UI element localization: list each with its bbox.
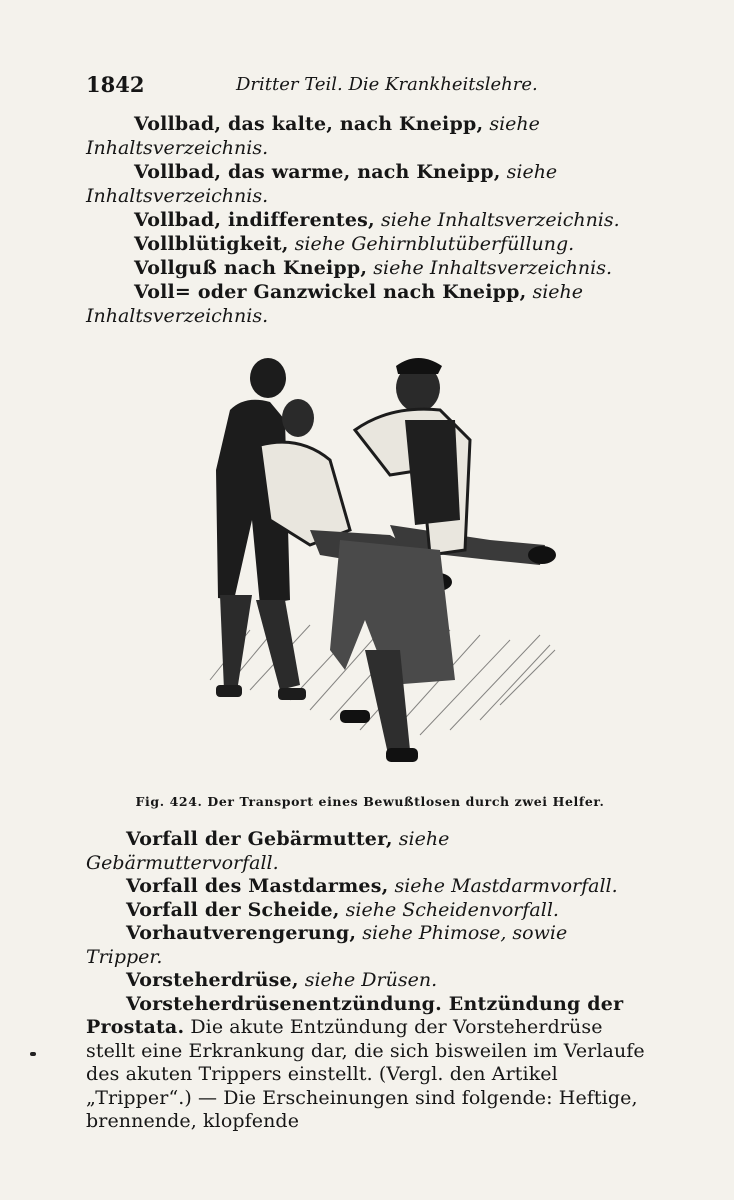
entry-reference: siehe Scheidenvorfall. — [345, 898, 559, 921]
entry — [86, 828, 646, 875]
entry-head: Vorfall des Mastdarmes, — [126, 875, 389, 897]
entry-head: Vollblütigkeit, — [134, 233, 289, 255]
entry-list-top — [86, 112, 646, 328]
entry-head: Vorfall der Gebärmutter, — [126, 828, 393, 850]
entry-body-text: Die akute Entzündung der Vorsteherdrüse stellt eine Erkrankung dar, die sich bisweilen im Verlaufe des akuten Trippers einstellt. (Vergl. den Artikel „Tripper“.) — Die Erscheinungen sind folgende: Heftige, brennende, klopfende — [86, 1016, 645, 1132]
entry-head: Vorhautverengerung, — [126, 922, 357, 944]
margin-mark — [30, 1052, 36, 1056]
engraving-illustration — [190, 350, 570, 788]
entry-reference: siehe Inhaltsverzeichnis. — [86, 113, 540, 159]
page-header — [86, 68, 646, 100]
entry-list-bottom — [86, 828, 646, 1134]
entry-reference: siehe Gehirnblutüberfüllung. — [294, 233, 575, 255]
entry-reference: siehe Drüsen. — [304, 969, 438, 991]
entry — [86, 875, 646, 899]
entry-reference: siehe Gebärmuttervorfall. — [86, 828, 450, 874]
entry-head: Vollbad, indifferentes, — [134, 209, 375, 231]
entry-head: Vollguß nach Kneipp, — [134, 257, 368, 279]
entry — [86, 160, 646, 208]
entry-head: Vorsteherdrüse, — [126, 969, 299, 991]
entry-reference: siehe Inhaltsverzeichnis. — [86, 281, 584, 327]
entry — [86, 208, 646, 232]
page-number: 1842 — [86, 72, 145, 97]
entry — [86, 232, 646, 256]
entry-reference: siehe Inhaltsverzeichnis. — [373, 257, 612, 279]
entry — [86, 922, 646, 969]
entry — [86, 256, 646, 280]
entry-reference: siehe Inhaltsverzeichnis. — [380, 209, 620, 231]
entry — [86, 899, 646, 923]
entry — [86, 969, 646, 993]
running-title: Dritter Teil. Die Krankheitslehre. — [236, 74, 538, 95]
entry-with-body — [86, 993, 646, 1134]
illustration-transport — [190, 350, 570, 788]
entry-head: Vorsteherdrüsenentzündung. Entzündung der Prostata. — [86, 992, 624, 1038]
entry-head: Vorfall der Scheide, — [126, 898, 340, 921]
entry-head: Vollbad, das warme, nach Kneipp, — [134, 161, 501, 183]
entry — [86, 280, 646, 328]
entry-reference: siehe Mastdarmvorfall. — [394, 875, 618, 897]
figure-caption: Fig. 424. Der Transport eines Bewußtlosen durch zwei Helfer. — [135, 794, 605, 809]
entry-reference: siehe Inhaltsverzeichnis. — [86, 161, 558, 207]
entry-head: Vollbad, das kalte, nach Kneipp, — [134, 113, 484, 135]
entry-head: Voll= oder Ganzwickel nach Kneipp, — [134, 281, 527, 303]
entry — [86, 112, 646, 160]
entry-reference: siehe Phimose, sowie Tripper. — [86, 922, 568, 968]
